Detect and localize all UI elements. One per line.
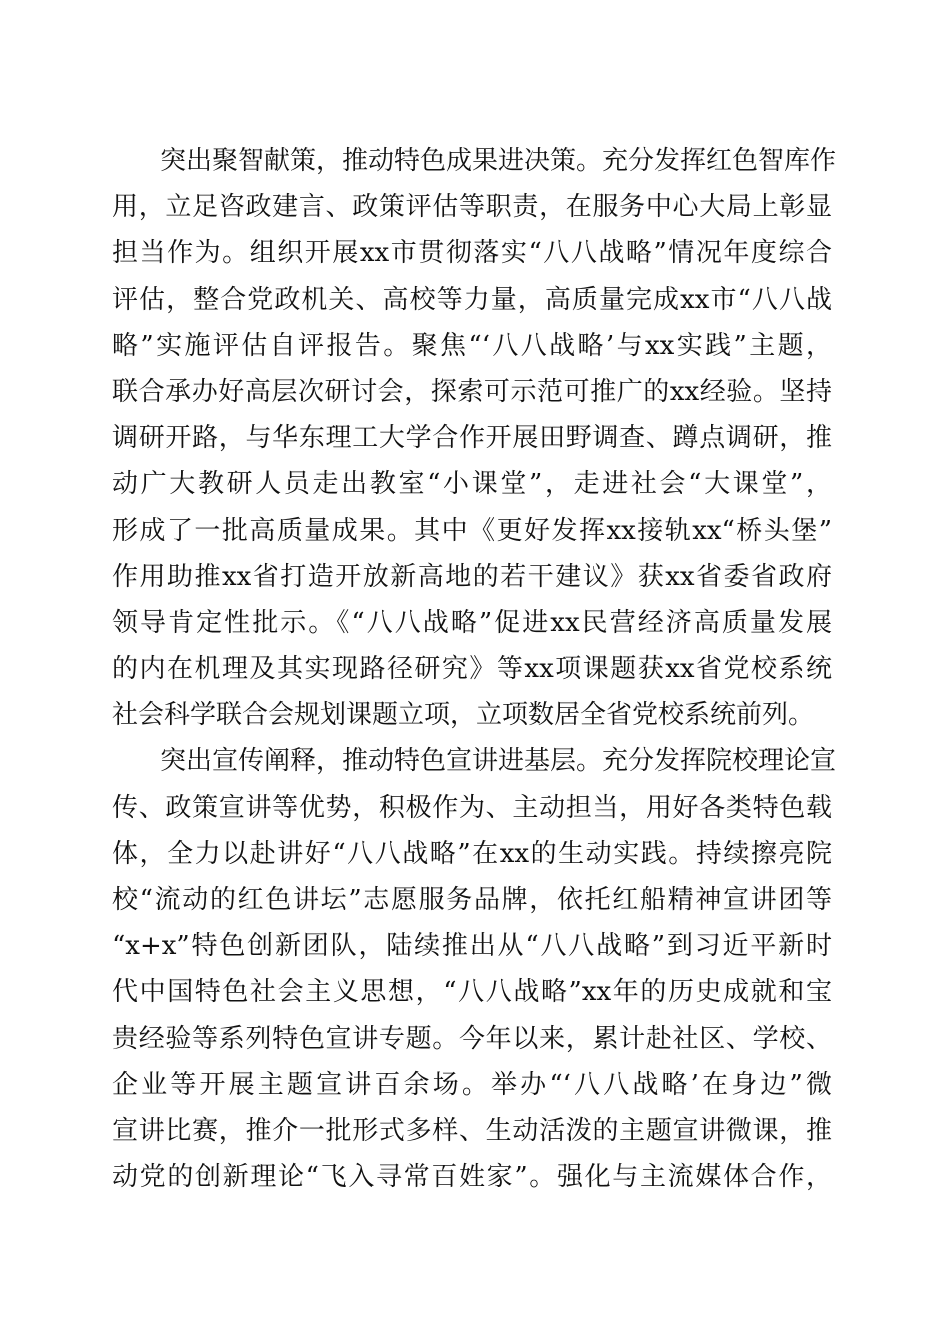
paragraph-line: 评估，整合党政机关、高校等力量，高质量完成xx市“八八战 bbox=[112, 284, 832, 315]
paragraph-line: 贵经验等系列特色宣讲专题。今年以来，累计赴社区、学校、 bbox=[112, 1023, 832, 1054]
paragraph-line: 用，立足咨政建言、政策评估等职责，在服务中心大局上彰显 bbox=[112, 192, 832, 223]
paragraph-line: 传、政策宣讲等优势，积极作为、主动担当，用好各类特色载 bbox=[112, 792, 832, 823]
paragraph-line: 突出聚智献策，推动特色成果进决策。充分发挥红色智库作 bbox=[160, 146, 837, 176]
paragraph-line: 担当作为。组织开展xx市贯彻落实“八八战略”情况年度综合 bbox=[112, 238, 832, 269]
paragraph-line: 动党的创新理论“飞入寻常百姓家”。强化与主流媒体合作， bbox=[112, 1162, 832, 1193]
paragraph-line: 企业等开展主题宣讲百余场。举办“‘八八战略’在身边”微 bbox=[112, 1069, 832, 1100]
document-body bbox=[112, 138, 837, 1200]
paragraph-line: 作用助推xx省打造开放新高地的若干建议》获xx省委省政府 bbox=[112, 561, 832, 592]
paragraph-line: 宣讲比赛，推介一批形式多样、生动活泼的主题宣讲微课，推 bbox=[112, 1115, 832, 1146]
paragraph-line: 社会科学联合会规划课题立项，立项数居全省党校系统前列。 bbox=[112, 700, 815, 731]
paragraph-line: “x+x”特色创新团队，陆续推出从“八八战略”到习近平新时 bbox=[112, 931, 832, 962]
paragraph-line: 领导肯定性批示。《“八八战略”促进xx民营经济高质量发展 bbox=[112, 607, 832, 638]
paragraph-research-achievements bbox=[112, 138, 837, 738]
paragraph-line: 代中国特色社会主义思想，“八八战略”xx年的历史成就和宝 bbox=[112, 977, 832, 1008]
paragraph-publicity-outreach bbox=[112, 738, 837, 1200]
paragraph-line: 略”实施评估自评报告。聚焦“‘八八战略’与xx实践”主题， bbox=[112, 330, 832, 361]
paragraph-line: 校“流动的红色讲坛”志愿服务品牌，依托红船精神宣讲团等 bbox=[112, 885, 832, 915]
paragraph-line: 调研开路，与华东理工大学合作开展田野调查、蹲点调研，推 bbox=[112, 423, 832, 454]
paragraph-line: 动广大教研人员走出教室“小课堂”，走进社会“大课堂”， bbox=[112, 469, 832, 500]
paragraph-line: 联合承办好高层次研讨会，探索可示范可推广的xx经验。坚持 bbox=[112, 376, 832, 407]
paragraph-line: 形成了一批高质量成果。其中《更好发挥xx接轨xx“桥头堡” bbox=[112, 515, 832, 546]
paragraph-line: 突出宣传阐释，推动特色宣讲进基层。充分发挥院校理论宣 bbox=[160, 746, 837, 777]
paragraph-line: 体，全力以赴讲好“八八战略”在xx的生动实践。持续擦亮院 bbox=[112, 838, 832, 869]
paragraph-line: 的内在机理及其实现路径研究》等xx项课题获xx省党校系统 bbox=[112, 654, 832, 685]
